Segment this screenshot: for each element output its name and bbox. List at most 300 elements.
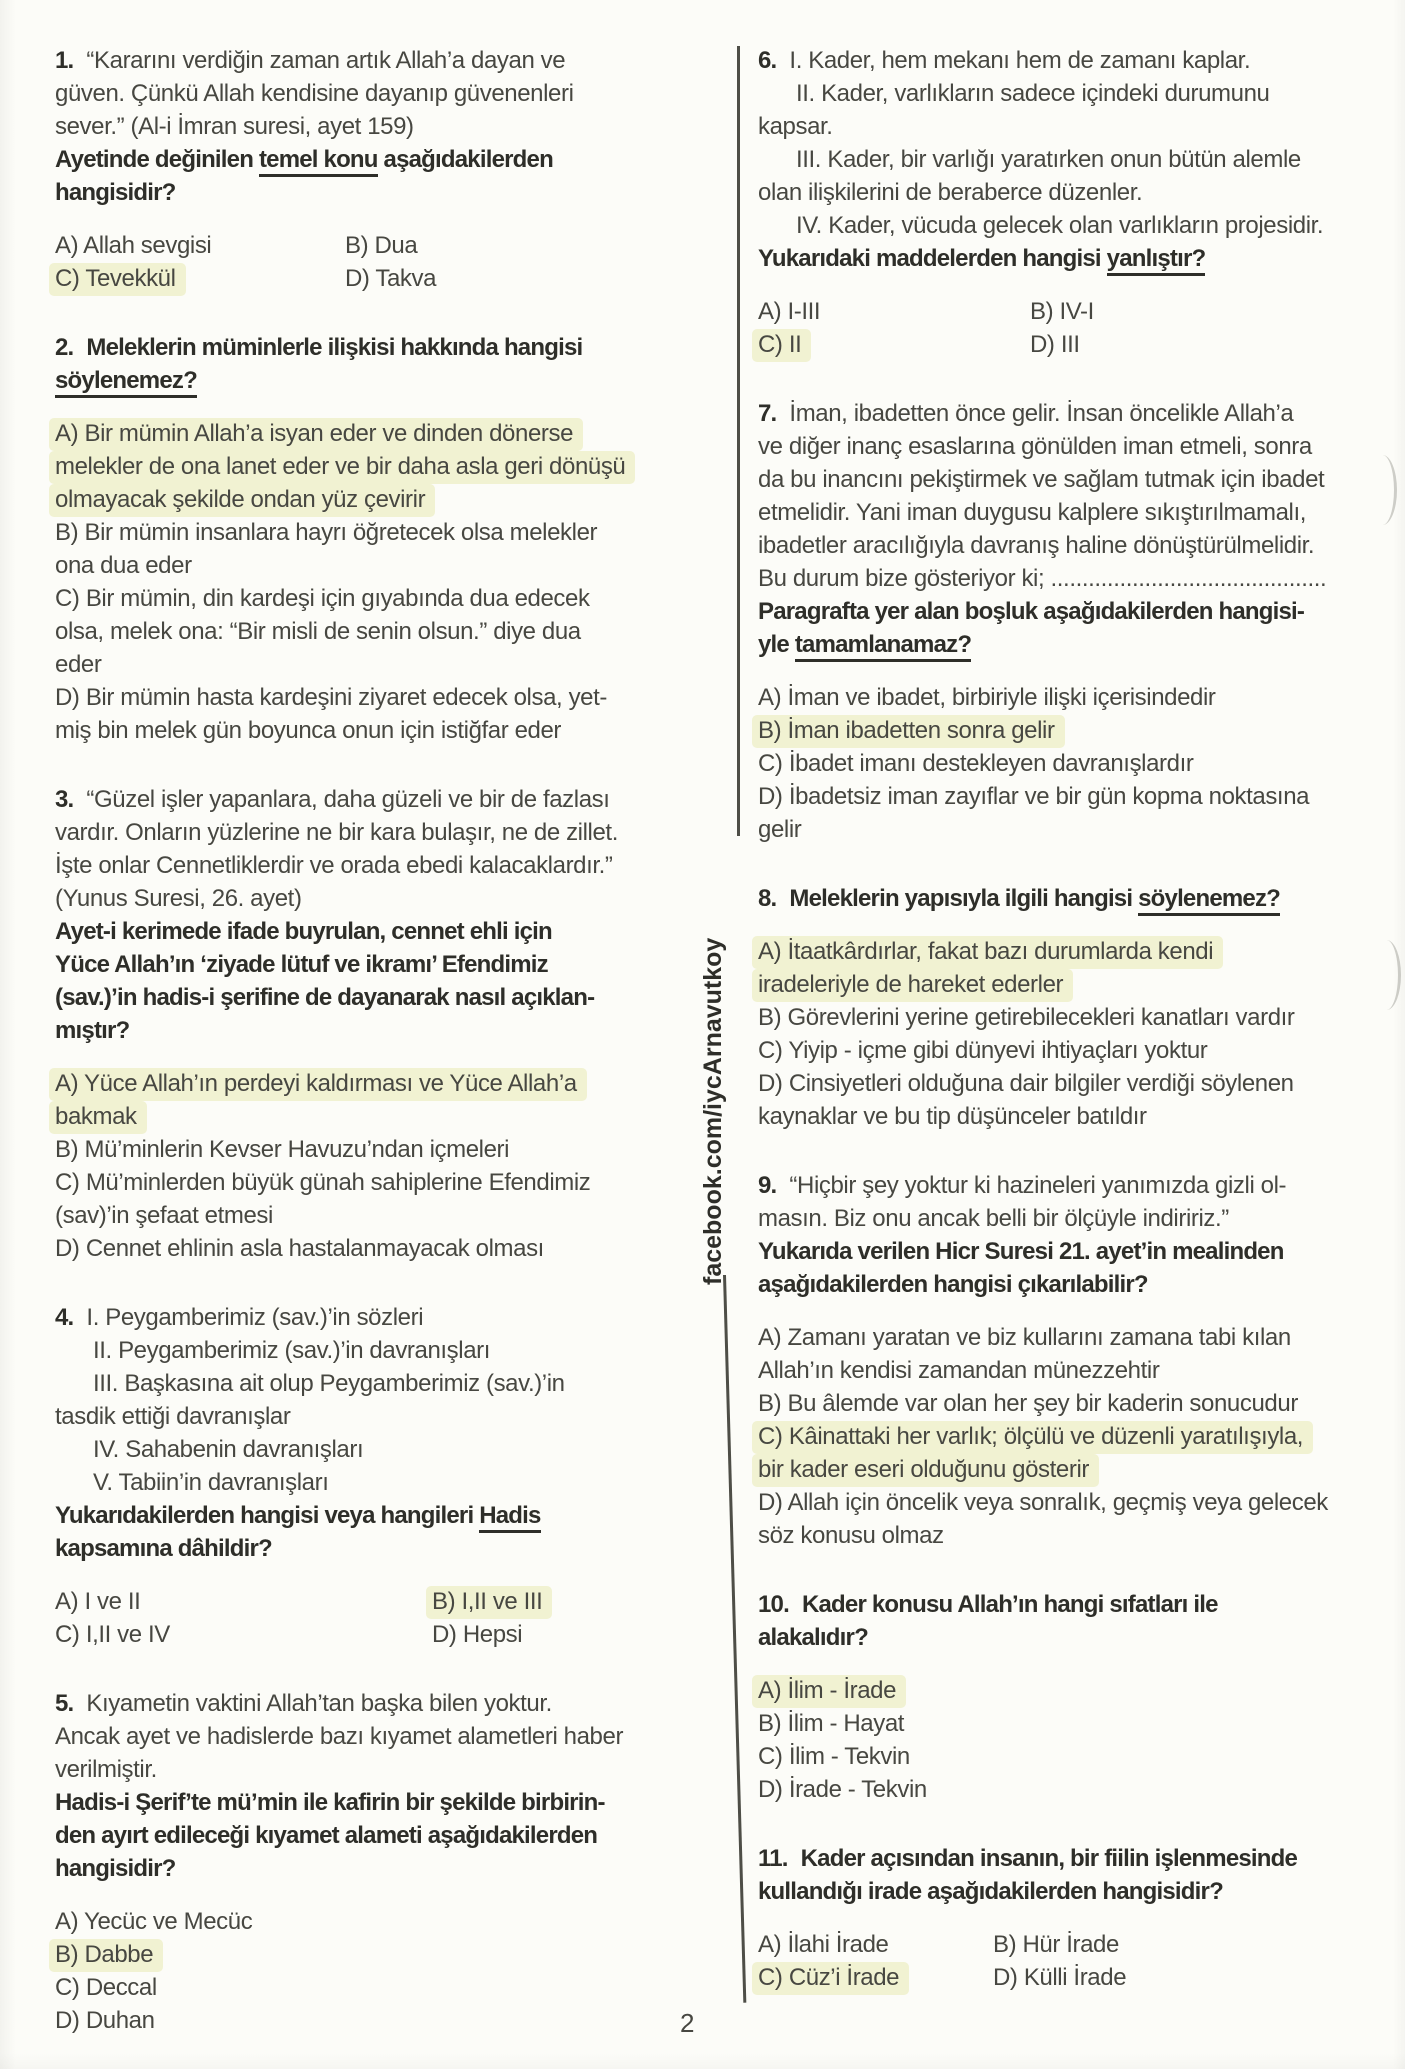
option-line xyxy=(758,1321,1405,1354)
option-text: Külli İrade xyxy=(1023,1964,1127,1991)
option-d xyxy=(758,1486,1405,1552)
option-label: D) xyxy=(993,1964,1018,1991)
option-text: İlim - Tekvin xyxy=(788,1743,910,1770)
stem-text: Kader açısından insanın, bir fiilin işlenmesinde xyxy=(800,1845,1298,1872)
option-line xyxy=(55,450,695,483)
options xyxy=(55,1585,695,1651)
option-text: I ve II xyxy=(84,1588,141,1615)
option-line xyxy=(758,1100,1405,1133)
option-text: Hür İrade xyxy=(1022,1931,1119,1958)
stem-text: Ancak ayet ve hadislerde bazı kıyamet alametleri haber xyxy=(55,1723,624,1750)
option-content xyxy=(55,1235,544,1262)
option-line xyxy=(993,1928,1405,1961)
stem-line xyxy=(55,44,695,77)
stem-text: I. Peygamberimiz (sav.)’in sözleri xyxy=(86,1304,424,1331)
option-line xyxy=(1030,328,1405,361)
option-label: B) xyxy=(55,1941,79,1968)
stem-line xyxy=(758,209,1405,242)
option-line xyxy=(55,229,345,262)
stem-line xyxy=(758,44,1405,77)
option-text: Allah sevgisi xyxy=(83,232,212,259)
option-b xyxy=(345,229,695,262)
option-text: Allah’ın kendisi zamandan münezzehtir xyxy=(758,1357,1160,1384)
stem-line xyxy=(758,143,1405,176)
stem-text: Ayet-i kerimede ifade buyrulan, cennet ehli için xyxy=(55,918,552,945)
option-content xyxy=(345,232,417,259)
stem-line xyxy=(55,783,695,816)
option-a xyxy=(758,1674,1405,1707)
stem-text: temel konu xyxy=(259,146,378,177)
option-b xyxy=(1030,295,1405,328)
highlight-mark xyxy=(752,1675,906,1708)
stem-line xyxy=(55,1334,695,1367)
option-content xyxy=(55,585,590,612)
option-line xyxy=(758,1453,1405,1486)
stem-line xyxy=(55,110,695,143)
options xyxy=(55,417,695,747)
stem-line xyxy=(55,331,695,364)
option-content xyxy=(758,1931,888,1958)
stem-text: hangisidir? xyxy=(55,179,176,206)
option-text: kaynaklar ve bu tip düşünceler batıldır xyxy=(758,1103,1147,1130)
stem-line xyxy=(55,849,695,882)
options xyxy=(758,935,1405,1133)
highlight-mark xyxy=(49,1939,163,1972)
highlight-mark xyxy=(752,936,1223,969)
stem-text: Kader konusu Allah’ın hangi sıfatları ile xyxy=(801,1591,1218,1618)
option-label: C) xyxy=(758,1037,783,1064)
options xyxy=(55,229,695,295)
option-line xyxy=(758,1674,1405,1707)
option-a xyxy=(55,1067,695,1133)
highlight-mark xyxy=(426,1586,552,1619)
option-text: İlim - Hayat xyxy=(787,1710,905,1737)
option-line xyxy=(55,483,695,516)
option-content xyxy=(55,651,101,678)
option-line xyxy=(55,2004,695,2037)
option-text: miş bin melek gün boyunca onun için istiğfar eder xyxy=(55,717,562,744)
option-line xyxy=(55,1067,695,1100)
option-line xyxy=(432,1585,695,1618)
stem-text: (sav.)’in hadis-i şerifine de dayanarak nasıl açıklan- xyxy=(55,984,595,1011)
option-line xyxy=(758,1773,1405,1806)
highlight-mark xyxy=(49,484,435,517)
stem-line xyxy=(55,1532,695,1565)
option-label: B) xyxy=(993,1931,1017,1958)
stem-text: güven. Çünkü Allah kendisine dayanıp güvenenleri xyxy=(55,80,574,107)
option-text: Mü’minlerden büyük günah sahiplerine Efendimiz xyxy=(85,1169,591,1196)
stem-line xyxy=(55,364,695,397)
option-content xyxy=(55,552,192,579)
option-label: D) xyxy=(55,1235,80,1262)
option-text: Yecüc ve Mecüc xyxy=(84,1908,253,1935)
option-a xyxy=(55,1585,432,1618)
stem-line xyxy=(758,1621,1405,1654)
option-line xyxy=(758,813,1405,846)
option-content xyxy=(758,1743,910,1770)
stem-text: den ayırt edileceği kıyamet alameti aşağıdakilerden xyxy=(55,1822,598,1849)
option-c xyxy=(55,1618,432,1651)
option-label: C) xyxy=(55,1974,80,2001)
stem-line xyxy=(758,595,1405,628)
question-1 xyxy=(55,44,695,295)
option-b xyxy=(55,1133,695,1166)
options xyxy=(758,295,1405,361)
option-c xyxy=(55,582,695,681)
highlight-mark xyxy=(752,969,1073,1002)
option-label: D) xyxy=(758,1070,783,1097)
option-text: Cüz’i İrade xyxy=(788,1964,900,1991)
option-line xyxy=(55,549,695,582)
option-line xyxy=(55,1199,695,1232)
options xyxy=(758,1321,1405,1552)
stem-text: verilmiştir. xyxy=(55,1756,157,1783)
option-line xyxy=(55,1585,432,1618)
option-a xyxy=(758,1321,1405,1387)
option-line xyxy=(758,968,1405,1001)
stem-text: hangisidir? xyxy=(55,1855,176,1882)
option-text: İlim - İrade xyxy=(787,1677,897,1704)
option-content xyxy=(758,1489,1328,1516)
stem-line xyxy=(758,628,1405,661)
option-content xyxy=(758,783,1309,810)
option-label: D) xyxy=(55,684,80,711)
option-content xyxy=(993,1931,1119,1958)
option-text: II xyxy=(788,331,802,358)
option-label: C) xyxy=(55,1169,80,1196)
stem-line xyxy=(55,1301,695,1334)
option-text: Dua xyxy=(374,232,418,259)
option-line xyxy=(758,1519,1405,1552)
option-line xyxy=(758,1961,993,1994)
stem-text: Kıyametin vaktini Allah’tan başka bilen yoktur. xyxy=(86,1690,552,1717)
option-content xyxy=(55,2007,155,2034)
option-text: Yüce Allah’ın perdeyi kaldırması ve Yüce Allah’a xyxy=(84,1070,577,1097)
option-a xyxy=(55,229,345,262)
option-text: bir kader eseri olduğunu gösterir xyxy=(758,1456,1089,1483)
stem-text: Meleklerin yapısıyla ilgili hangisi xyxy=(789,885,1139,912)
stem-text: alakalıdır? xyxy=(758,1624,868,1651)
option-line xyxy=(993,1961,1405,1994)
option-line xyxy=(758,780,1405,813)
option-label: B) xyxy=(345,232,369,259)
option-content xyxy=(55,232,211,259)
option-text: Hepsi xyxy=(462,1621,523,1648)
stem-text: II. Kader, varlıkların sadece içindeki durumunu xyxy=(796,80,1270,107)
option-label: A) xyxy=(758,298,782,325)
stem-text: II. Peygamberimiz (sav.)’in davranışları xyxy=(93,1337,491,1364)
stem-text: vardır. Onların yüzlerine ne bir kara bulaşır, ne de zillet. xyxy=(55,819,618,846)
stem-text: III. Kader, bir varlığı yaratırken onun bütün alemle xyxy=(796,146,1301,173)
stem-line xyxy=(758,1235,1405,1268)
question-stem xyxy=(55,44,695,209)
option-d xyxy=(55,2004,695,2037)
option-label: A) xyxy=(758,1324,782,1351)
option-label: A) xyxy=(55,1070,79,1097)
option-text: İman ibadetten sonra gelir xyxy=(787,717,1055,744)
option-line xyxy=(55,262,345,295)
stem-line xyxy=(55,915,695,948)
option-c xyxy=(758,1034,1405,1067)
question-stem xyxy=(758,1842,1405,1908)
option-text: I-III xyxy=(787,298,821,325)
question-stem xyxy=(758,882,1405,915)
option-content xyxy=(55,1202,273,1229)
option-content xyxy=(758,1037,1207,1064)
option-c xyxy=(758,328,1030,361)
stem-line xyxy=(55,1852,695,1885)
question-2 xyxy=(55,331,695,747)
option-line xyxy=(758,1387,1405,1420)
option-text: (sav)’in şefaat etmesi xyxy=(55,1202,273,1229)
options xyxy=(55,1905,695,2037)
stem-line xyxy=(758,1169,1405,1202)
highlight-mark xyxy=(49,1068,587,1101)
stem-line xyxy=(55,1720,695,1753)
question-9 xyxy=(758,1169,1405,1552)
options xyxy=(55,1067,695,1265)
option-label: A) xyxy=(758,938,782,965)
option-text: Allah için öncelik veya sonralık, geçmiş veya gelecek xyxy=(787,1489,1328,1516)
stem-line xyxy=(758,496,1405,529)
question-number: 5. xyxy=(55,1690,74,1717)
option-content xyxy=(1030,298,1094,325)
option-text: iradeleriyle de hareket ederler xyxy=(758,971,1064,998)
column-divider xyxy=(737,46,740,836)
highlight-mark xyxy=(49,418,583,451)
option-d xyxy=(758,1773,1405,1806)
stem-text: aşağıdakilerden xyxy=(377,146,553,173)
option-line xyxy=(758,1420,1405,1453)
option-text: I,II ve III xyxy=(461,1588,543,1615)
question-4 xyxy=(55,1301,695,1651)
option-label: D) xyxy=(345,265,370,292)
stem-line xyxy=(55,1014,695,1047)
stem-text: tamamlanamaz? xyxy=(795,631,971,662)
option-label: C) xyxy=(758,750,783,777)
stem-text: olan ilişkilerini de beraberce düzenler. xyxy=(758,179,1143,206)
option-line xyxy=(55,582,695,615)
stem-line xyxy=(55,1433,695,1466)
option-text: bakmak xyxy=(55,1103,137,1130)
option-a xyxy=(758,935,1405,1001)
option-text: olmayacak şekilde ondan yüz çevirir xyxy=(55,486,426,513)
option-b xyxy=(758,714,1405,747)
stem-line xyxy=(55,1400,695,1433)
option-line xyxy=(55,417,695,450)
option-d xyxy=(55,1232,695,1265)
question-7 xyxy=(758,397,1405,846)
option-label: C) xyxy=(758,1423,783,1450)
highlight-mark xyxy=(752,1962,909,1995)
option-content xyxy=(758,816,801,843)
stem-line xyxy=(55,1819,695,1852)
stem-line xyxy=(55,981,695,1014)
option-label: C) xyxy=(758,1964,783,1991)
option-line xyxy=(55,648,695,681)
option-content xyxy=(758,1776,927,1803)
option-label: A) xyxy=(758,1677,782,1704)
option-label: B) xyxy=(758,1390,782,1417)
stem-line xyxy=(758,529,1405,562)
option-c xyxy=(55,1971,695,2004)
option-a xyxy=(55,1905,695,1938)
option-label: A) xyxy=(758,684,782,711)
option-a xyxy=(55,417,695,516)
question-number: 11. xyxy=(758,1845,788,1872)
stem-line xyxy=(55,143,695,176)
option-content xyxy=(55,1588,140,1615)
option-text: Duhan xyxy=(85,2007,155,2034)
option-b xyxy=(55,516,695,582)
option-label: D) xyxy=(758,1489,783,1516)
option-b xyxy=(758,1001,1405,1034)
option-c xyxy=(55,262,345,295)
option-text: Bir mümin, din kardeşi için gıyabında dua edecek xyxy=(85,585,590,612)
question-5 xyxy=(55,1687,695,2037)
options xyxy=(758,1674,1405,1806)
option-content xyxy=(55,1136,509,1163)
question-number: 4. xyxy=(55,1304,74,1331)
question-number: 7. xyxy=(758,400,777,427)
option-label: A) xyxy=(55,1908,79,1935)
option-line xyxy=(758,747,1405,780)
question-8 xyxy=(758,882,1405,1133)
stem-line xyxy=(758,77,1405,110)
stem-line xyxy=(758,562,1405,595)
column-right xyxy=(758,0,1405,2030)
option-label: D) xyxy=(55,2007,80,2034)
stem-text: Yukarıda verilen Hicr Suresi 21. ayet’in mealinden xyxy=(758,1238,1284,1265)
option-text: Kâinattaki her varlık; ölçülü ve düzenli yaratılışıyla, xyxy=(788,1423,1304,1450)
option-label: B) xyxy=(1030,298,1054,325)
option-text: İbadet imanı destekleyen davranışlardır xyxy=(788,750,1194,777)
highlight-mark xyxy=(752,1454,1099,1487)
option-line xyxy=(758,1707,1405,1740)
option-c xyxy=(758,1420,1405,1486)
option-line xyxy=(345,262,695,295)
option-content xyxy=(758,684,1216,711)
stem-text: IV. Sahabenin davranışları xyxy=(93,1436,364,1463)
scan-artifact xyxy=(1372,940,1401,1010)
stem-text: Meleklerin müminlerle ilişkisi hakkında hangisi xyxy=(86,334,583,361)
option-line xyxy=(432,1618,695,1651)
option-c xyxy=(758,747,1405,780)
option-label: D) xyxy=(758,783,783,810)
option-line xyxy=(55,1905,695,1938)
stem-line xyxy=(55,882,695,915)
stem-line xyxy=(55,1753,695,1786)
stem-text: IV. Kader, vücuda gelecek olan varlıkların projesidir. xyxy=(796,212,1324,239)
options xyxy=(758,681,1405,846)
stem-line xyxy=(758,882,1405,915)
option-text: olsa, melek ona: “Bir misli de senin olsun.” diye dua xyxy=(55,618,581,645)
option-content xyxy=(55,684,607,711)
option-content xyxy=(432,1621,522,1648)
option-d xyxy=(993,1961,1405,1994)
option-line xyxy=(1030,295,1405,328)
stem-line xyxy=(55,77,695,110)
option-label: B) xyxy=(758,717,782,744)
option-c xyxy=(758,1961,993,1994)
stem-text: kapsar. xyxy=(758,113,833,140)
option-text: Bu âlemde var olan her şey bir kaderin sonucudur xyxy=(787,1390,1298,1417)
stem-text: masın. Biz onu ancak belli bir ölçüyle indiririz.” xyxy=(758,1205,1229,1232)
option-line xyxy=(55,1133,695,1166)
option-d xyxy=(758,780,1405,846)
question-stem xyxy=(758,44,1405,275)
stem-text: aşağıdakilerden hangisi çıkarılabilir? xyxy=(758,1271,1148,1298)
option-content xyxy=(55,1621,170,1648)
stem-text: sever.” (Al-i İmran suresi, ayet 159) xyxy=(55,113,414,140)
question-10 xyxy=(758,1588,1405,1806)
stem-line xyxy=(758,1268,1405,1301)
question-11 xyxy=(758,1842,1405,1994)
option-text: III xyxy=(1060,331,1080,358)
option-text: Takva xyxy=(375,265,437,292)
stem-line xyxy=(55,1466,695,1499)
option-text: İlahi İrade xyxy=(787,1931,889,1958)
option-content xyxy=(758,1357,1159,1384)
stem-text: Bu durum bize gösteriyor ki; ............................................ xyxy=(758,565,1327,592)
option-label: A) xyxy=(55,232,79,259)
option-line xyxy=(55,1166,695,1199)
stem-text: İşte onlar Cennetliklerdir ve orada ebedi kalacaklardır.” xyxy=(55,852,613,879)
option-label: B) xyxy=(758,1004,782,1031)
highlight-mark xyxy=(49,1101,147,1134)
option-label: C) xyxy=(758,331,783,358)
option-text: IV-I xyxy=(1059,298,1094,325)
stem-line xyxy=(55,1367,695,1400)
option-b xyxy=(758,1387,1405,1420)
stem-line xyxy=(758,1875,1405,1908)
options xyxy=(758,1928,1405,1994)
option-d xyxy=(55,681,695,747)
option-line xyxy=(55,1100,695,1133)
option-label: A) xyxy=(55,420,79,447)
question-number: 6. xyxy=(758,47,777,74)
option-content xyxy=(758,1103,1147,1130)
option-line xyxy=(758,714,1405,747)
stem-line xyxy=(55,1687,695,1720)
stem-text: etmelidir. Yani iman duygusu kalplere sıkıştırılmamalı, xyxy=(758,499,1307,526)
stem-text: Paragrafta yer alan boşluk aşağıdakilerden hangisi- xyxy=(758,598,1305,625)
option-content xyxy=(758,1004,1295,1031)
option-text: İrade - Tekvin xyxy=(788,1776,927,1803)
stem-text: Hadis-i Şerif’te mü’min ile kafirin bir şekilde birbirin- xyxy=(55,1789,605,1816)
option-text: I,II ve IV xyxy=(85,1621,170,1648)
option-text: Tevekkül xyxy=(85,265,176,292)
option-b xyxy=(993,1928,1405,1961)
stem-text: Hadis xyxy=(479,1502,540,1533)
option-text: Cennet ehlinin asla hastalanmayacak olması xyxy=(85,1235,544,1262)
stem-text: ibadetler aracılığıyla davranış haline dönüştürülmelidir. xyxy=(758,532,1315,559)
highlight-mark xyxy=(752,1421,1313,1454)
stem-text: Yukarıdaki maddelerden hangisi xyxy=(758,245,1107,272)
question-number: 8. xyxy=(758,885,777,912)
option-text: eder xyxy=(55,651,102,678)
stem-text: I. Kader, hem mekanı hem de zamanı kaplar. xyxy=(789,47,1251,74)
option-content xyxy=(55,1974,157,2001)
option-d xyxy=(758,1067,1405,1133)
option-c xyxy=(758,1740,1405,1773)
column-divider xyxy=(723,1275,746,2003)
stem-text: III. Başkasına ait olup Peygamberimiz (sav.)’in xyxy=(93,1370,565,1397)
option-text: Deccal xyxy=(85,1974,157,2001)
stem-text: söylenemez? xyxy=(1138,885,1280,916)
option-line xyxy=(758,1354,1405,1387)
question-number: 10. xyxy=(758,1591,789,1618)
